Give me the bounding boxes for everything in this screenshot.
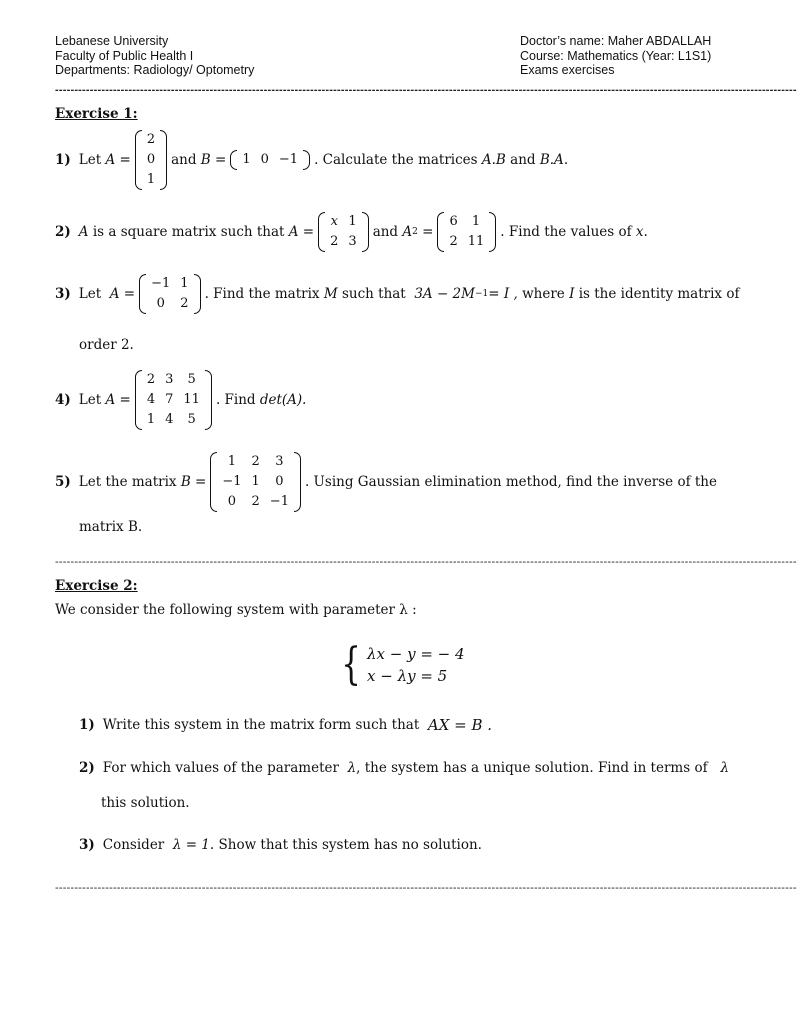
text: Let <box>78 152 102 168</box>
q-number: 3) <box>55 286 71 302</box>
footer-separator: ------------------------------------------------------------------------------------------------------------------------------------------------------------------------------------------------ <box>55 882 797 894</box>
math: λ = 1. <box>172 837 215 853</box>
q-number: 2) <box>79 760 95 776</box>
university-name: Lebanese University <box>55 34 169 48</box>
course-name: Course: Mathematics (Year: L1S1) <box>520 48 712 63</box>
text: . Find the values of <box>500 224 632 240</box>
text: . Using Gaussian elimination method, find the inverse of the <box>304 474 717 490</box>
superscript: −1 <box>474 289 489 299</box>
math: B = <box>180 474 207 490</box>
matrix-B: 1 2 3 −1 1 0 0 2 −1 <box>210 452 301 512</box>
text: and <box>372 224 399 240</box>
math: M <box>323 286 338 302</box>
ex1-question-3 <box>55 274 740 314</box>
q-number: 2) <box>55 224 71 240</box>
header-separator: ------------------------------------------------------------------------------------------------------------------------------------------------------------------------------------------------ <box>55 84 797 96</box>
exercise1-title: Exercise 1: <box>55 106 138 122</box>
matrix-A: 2 0 1 <box>135 130 167 190</box>
ex1-question-4 <box>55 370 306 430</box>
header-right <box>520 34 711 78</box>
math: A = <box>105 152 131 168</box>
q-number: 4) <box>55 392 71 408</box>
matrix-B: 1 0 −1 <box>230 150 310 170</box>
math: B.A <box>539 152 564 168</box>
math: A = <box>105 392 131 408</box>
math: λ <box>347 760 357 776</box>
doc-type: Exams exercises <box>520 63 615 77</box>
ex1-question-2 <box>55 212 648 252</box>
exercise2-intro: We consider the following system with parameter λ : <box>55 602 417 618</box>
text: . <box>643 224 648 240</box>
equation-2: x − λy = 5 <box>367 667 448 685</box>
text: such that <box>341 286 406 302</box>
matrix-A: −1 1 0 2 <box>139 274 200 314</box>
text: and <box>510 152 536 168</box>
matrix-A: 2 3 5 4 7 11 1 4 5 <box>135 370 212 430</box>
ex1-question-5 <box>55 452 717 512</box>
superscript: 2 <box>412 227 418 237</box>
math: A <box>402 224 413 240</box>
math: A = <box>288 224 315 240</box>
equation-1: λx − y = − 4 <box>367 645 465 663</box>
text: and <box>171 152 197 168</box>
math: λ <box>720 760 730 776</box>
text: , the system has a unique solution. Find in terms of <box>356 760 708 776</box>
math: det(A). <box>259 392 307 408</box>
text: Let the matrix <box>78 474 177 490</box>
ex2-question-3 <box>79 837 482 853</box>
doctor-name: Doctor’s name: Maher ABDALLAH <box>520 34 712 48</box>
text: . Calculate the matrices <box>314 152 478 168</box>
matrix-A-squared: 6 1 2 11 <box>437 212 496 252</box>
text: . Find <box>215 392 256 408</box>
math: x <box>635 224 644 240</box>
text: For which values of the parameter <box>102 760 339 776</box>
text: . Find the matrix <box>204 286 320 302</box>
text: Write this system in the matrix form such that <box>102 717 420 733</box>
math: 3A − 2M <box>414 286 475 302</box>
brace-icon: { <box>341 639 361 690</box>
text: Consider <box>102 837 165 853</box>
ex2-question-1 <box>79 716 492 734</box>
q-number: 1) <box>55 152 71 168</box>
ex2-question-2 <box>79 760 730 776</box>
text: . <box>563 152 569 168</box>
text: is a square matrix such that <box>92 224 285 240</box>
ex1-question-1 <box>55 130 568 190</box>
text: Show that this system has no solution. <box>218 837 482 853</box>
q-number: 3) <box>79 837 95 853</box>
math: I <box>569 286 575 302</box>
math: A.B <box>481 152 506 168</box>
text: Let <box>78 286 102 302</box>
equation-system <box>337 639 465 690</box>
faculty-name: Faculty of Public Health I <box>55 48 194 63</box>
departments: Departments: Radiology/ Optometry <box>55 63 255 77</box>
text: where <box>522 286 565 302</box>
math: = <box>422 224 434 240</box>
section-separator: ------------------------------------------------------------------------------------------------------------------------------------------------------------------------------------------------ <box>55 556 797 568</box>
math: AX = B . <box>427 716 493 734</box>
ex2-question-2-cont: this solution. <box>101 795 190 811</box>
q-number: 5) <box>55 474 71 490</box>
exercise2-title: Exercise 2: <box>55 578 138 594</box>
math: A = <box>109 286 136 302</box>
matrix-A: x 1 2 3 <box>318 212 369 252</box>
math: A <box>78 224 89 240</box>
ex1-question-5-cont: matrix B. <box>79 519 143 535</box>
ex1-question-3-cont: order 2. <box>79 337 134 353</box>
math: = I , <box>488 286 518 302</box>
math: B = <box>200 152 227 168</box>
text: Let <box>78 392 102 408</box>
q-number: 1) <box>79 717 95 733</box>
text: is the identity matrix of <box>578 286 740 302</box>
header-left <box>55 34 254 78</box>
